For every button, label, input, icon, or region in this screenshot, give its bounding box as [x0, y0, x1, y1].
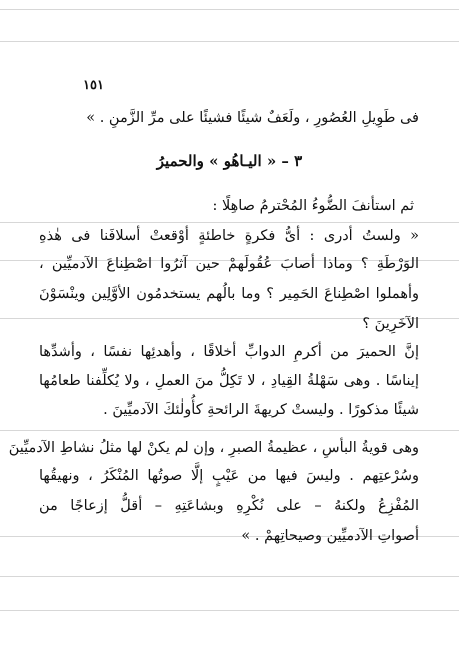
body-line-1: فى طَوِيلِ العُصُورِ ، ولَعَفٌ شيئًا فشيئًا على مرِّ الزَّمنِ . »	[86, 110, 419, 126]
body-line-9: شيئًا مذكورًا . وليستْ كريهةَ الرائحةِ كأُولٰئكَ الآدميِّينَ .	[103, 402, 419, 418]
rule-line	[0, 430, 459, 431]
body-line-8: إيناسًا . وهى سَهْلةُ القِيادِ ، لا تَكِلُّ منَ العملِ ، ولا يُكلِّفنا طعامُها	[39, 373, 419, 389]
body-line-13: أصواتِ الآدميِّين وصيحاتِهمْ . »	[241, 528, 419, 544]
body-line-7: إنَّ الحميرَ من أكرمِ الدوابِّ أخلاقًا ، وأهدئِها نفسًا ، وأشدِّها	[39, 344, 419, 360]
rule-line	[0, 41, 459, 42]
body-line-2: ثم استأنفَ الضُّوءُ المُحْترمُ صاهِلًا :	[212, 198, 414, 214]
body-line-6: الآخَرِينَ ؟	[362, 316, 419, 332]
body-line-5: وأهملوا اصْطِناعَ الحَمِير ؟ وما بالُهم يستخدمُون الأوَّلِين وينْسَوْنَ	[39, 286, 419, 302]
body-line-12: المُفْزِعُ ولكنهُ – على نُكْرِهِ وبشاعَتِهِ – أقلُّ إزعاجًا من	[39, 498, 419, 514]
section-heading: ٣ – « اليـاهُو » والحميرُ	[156, 152, 303, 170]
rule-line	[0, 610, 459, 611]
rule-line	[0, 576, 459, 577]
body-line-3: « ولستُ أدرى : أىُّ فكرةٍ خاطئةٍ أوْقعتْ أسلافَنا فى هٰذهِ	[39, 228, 419, 244]
page-number: ١٥١	[83, 78, 104, 93]
body-line-11: وسُرْعتِهم . وليسَ فيها من عَيْبٍ إلَّا صوتُها المُنْكَرُ ، ونهيقُها	[39, 468, 419, 484]
body-line-4: الوَرْطَةِ ؟ وماذا أصابَ عُقُولَهمْ حين آثرُوا اصْطِناعَ الآدميِّين ،	[39, 256, 419, 272]
rule-line	[0, 222, 459, 223]
rule-line	[0, 9, 459, 10]
body-line-10: وهى قويةُ البأسِ ، عظيمةُ الصبرِ ، وإن لم يكنْ لها مثلُ نشاطِ الآدميِّينَ	[8, 440, 419, 456]
